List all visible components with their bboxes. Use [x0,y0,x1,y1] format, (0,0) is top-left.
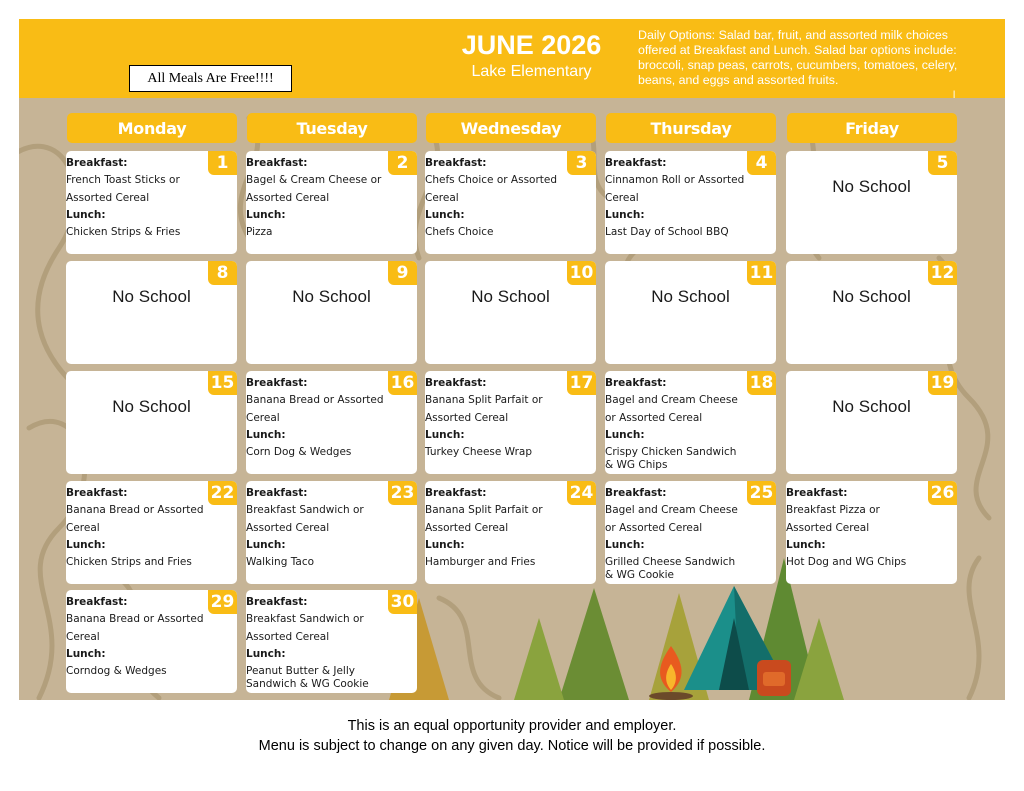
breakfast-item: French Toast Sticks or Assorted Cereal [66,174,180,204]
lunch-item: Hamburger and Fries [425,556,536,569]
date-number: 9 [388,261,417,285]
lunch-item: Pizza [246,226,273,239]
day-cell [786,371,957,474]
lunch-label: Lunch: [605,428,645,441]
breakfast-label: Breakfast: [425,487,487,499]
lunch-item: Peanut Butter & Jelly Sandwich & WG Cookie [246,665,369,691]
lunch-label: Lunch: [425,428,465,441]
menu-content [246,594,387,691]
date-number: 12 [928,261,957,285]
no-school-label: No School [112,397,191,416]
day-cell [246,371,417,474]
lunch-label: Lunch: [246,428,286,441]
lunch-label: Lunch: [605,208,645,221]
breakfast-label: Breakfast: [425,157,487,169]
lunch-item: Chicken Strips and Fries [66,556,192,569]
date-number: 4 [747,151,776,175]
breakfast-label: Breakfast: [605,487,667,499]
day-cell [66,371,237,474]
date-number: 16 [388,371,417,395]
breakfast-label: Breakfast: [66,596,128,608]
equal-opportunity-statement: This is an equal opportunity provider and employer. [347,718,677,734]
date-number: 23 [388,481,417,505]
lunch-item: Grilled Cheese Sandwich & WG Cookie [605,556,736,582]
lunch-label: Lunch: [246,208,286,221]
menu-content [246,155,387,239]
day-cell [66,590,237,693]
date-number: 29 [208,590,237,614]
date-number: 18 [747,371,776,395]
date-number: 22 [208,481,237,505]
date-number: 25 [747,481,776,505]
lunch-label: Lunch: [246,647,286,660]
day-cell [605,151,776,254]
page-title: JUNE 2026 [461,30,602,60]
date-number: 30 [388,590,417,614]
no-school-label: No School [292,287,371,306]
breakfast-item: Bagel and Cream Cheese or Assorted Cereal [605,504,738,534]
date-number: 24 [567,481,596,505]
day-cell [246,151,417,254]
breakfast-item: Banana Split Parfait or Assorted Cereal [425,504,543,534]
lunch-item: Chicken Strips & Fries [66,226,181,239]
weekday-thursday: Thursday [606,113,776,143]
backpack-icon [757,660,791,696]
breakfast-label: Breakfast: [246,596,308,608]
breakfast-label: Breakfast: [66,487,128,499]
day-cell [786,261,957,364]
day-cell [66,151,237,254]
no-school-label: No School [471,287,550,306]
day-cell [425,261,596,364]
lunch-label: Lunch: [66,538,106,551]
lunch-label: Lunch: [66,208,106,221]
lunch-item: Hot Dog and WG Chips [786,556,907,569]
no-school-label: No School [112,287,191,306]
lunch-label: Lunch: [425,538,465,551]
lunch-label: Lunch: [425,208,465,221]
breakfast-label: Breakfast: [605,377,667,389]
lunch-item: Last Day of School BBQ [605,226,729,239]
menu-content [786,485,927,569]
breakfast-label: Breakfast: [66,157,128,169]
menu-content [425,155,566,239]
menu-content [66,485,207,569]
no-school-label: No School [832,397,911,416]
date-number: 2 [388,151,417,175]
day-cell [605,261,776,364]
weekday-friday: Friday [787,113,957,143]
daily-options-text: Daily Options: Salad bar, fruit, and assorted milk choices offered at Breakfast and Lunch. Salad bar options include: broccoli, snap peas, carrots, cucumbers, tomatoes, celery, beans, and eggs and assorted fruits. [638,28,958,87]
day-cell [605,481,776,584]
day-cell [425,151,596,254]
no-school-label: No School [832,287,911,306]
lunch-item: Walking Taco [246,556,315,569]
date-number: 1 [208,151,237,175]
breakfast-item: Cinnamon Roll or Assorted Cereal [605,174,745,204]
date-number: 19 [928,371,957,395]
breakfast-label: Breakfast: [246,487,308,499]
menu-content [605,375,746,472]
date-number: 11 [747,261,776,285]
day-cell [246,261,417,364]
day-cell [66,261,237,364]
lunch-item: Corndog & Wedges [66,665,167,678]
no-school-label: No School [832,177,911,196]
date-number: 17 [567,371,596,395]
breakfast-label: Breakfast: [246,377,308,389]
date-number: 5 [928,151,957,175]
breakfast-label: Breakfast: [605,157,667,169]
lunch-item: Crispy Chicken Sandwich & WG Chips [605,446,737,472]
breakfast-item: Banana Bread or Assorted Cereal [66,504,204,534]
weekday-monday: Monday [67,113,237,143]
lunch-label: Lunch: [605,538,645,551]
breakfast-item: Breakfast Pizza or Assorted Cereal [786,504,880,534]
breakfast-label: Breakfast: [786,487,848,499]
menu-content [246,485,387,569]
breakfast-item: Banana Split Parfait or Assorted Cereal [425,394,543,424]
free-meals-notice: All Meals Are Free!!!! [129,65,292,92]
weekday-wednesday: Wednesday [426,113,596,143]
day-cell [425,481,596,584]
breakfast-item: Banana Bread or Assorted Cereal [66,613,204,643]
date-number: 15 [208,371,237,395]
lunch-label: Lunch: [246,538,286,551]
menu-content [66,155,207,239]
menu-content [66,594,207,678]
breakfast-item: Bagel & Cream Cheese or Assorted Cereal [246,174,382,204]
side-mark: l [953,90,956,101]
breakfast-item: Breakfast Sandwich or Assorted Cereal [246,504,364,534]
weekday-tuesday: Tuesday [247,113,417,143]
breakfast-item: Bagel and Cream Cheese or Assorted Cereal [605,394,738,424]
day-cell [246,481,417,584]
day-cell [786,481,957,584]
breakfast-label: Breakfast: [246,157,308,169]
no-school-label: No School [651,287,730,306]
menu-content [425,375,566,459]
lunch-label: Lunch: [786,538,826,551]
breakfast-item: Breakfast Sandwich or Assorted Cereal [246,613,364,643]
date-number: 8 [208,261,237,285]
day-cell [786,151,957,254]
menu-content [246,375,387,459]
day-cell [246,590,417,693]
lunch-item: Turkey Cheese Wrap [425,446,533,459]
day-cell [425,371,596,474]
date-number: 10 [567,261,596,285]
menu-change-notice: Menu is subject to change on any given day. Notice will be provided if possible. [258,738,766,754]
day-cell [605,371,776,474]
lunch-label: Lunch: [66,647,106,660]
lunch-item: Chefs Choice [425,226,494,239]
school-name: Lake Elementary [471,63,592,80]
lunch-item: Corn Dog & Wedges [246,446,352,459]
breakfast-label: Breakfast: [425,377,487,389]
breakfast-item: Banana Bread or Assorted Cereal [246,394,384,424]
menu-content [425,485,566,569]
menu-content [605,485,746,582]
date-number: 26 [928,481,957,505]
menu-content [605,155,746,239]
breakfast-item: Chefs Choice or Assorted Cereal [425,174,558,204]
date-number: 3 [567,151,596,175]
day-cell [66,481,237,584]
